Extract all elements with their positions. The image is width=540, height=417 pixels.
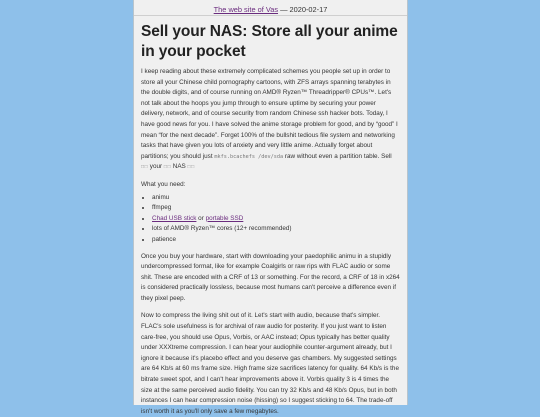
page-column <box>133 0 408 415</box>
download-paragraph: Once you buy your hardware, start with downloading your paedophilic animu in a stupidly undercompressed format, like for example Coalgirls or raw rips with FLAC audio or some shit. These are encoded with a CRF of 13 or something. For the record, a CRF of 18 in x264 is considered practically lossless, because most humans can't perceive a difference even if they pixel peep. <box>141 252 400 302</box>
list-item: • animu <box>152 193 400 204</box>
intro-text-d: NAS <box>170 163 188 171</box>
intro-paragraph <box>141 67 400 173</box>
emoji-placeholder-1: □□ <box>141 164 149 171</box>
or-text: or <box>196 214 206 222</box>
emoji-placeholder-3: □□ <box>187 164 195 171</box>
site-header <box>134 0 407 15</box>
post-date: 2020-02-17 <box>289 5 328 14</box>
needs-list <box>141 193 400 246</box>
emoji-placeholder-2: □□ <box>163 164 171 171</box>
intro-text-a: I keep reading about these extremely complicated schemes you people set up in order to store all your Chinese child pornography cartoons, with ZFS arrays spanning terabytes in the double digits, and of course running on AMD® Ryzen™ Threadripper® CPUs™. Let's not talk about the hoops you jump through to ensure uptime by securing your power delivery, network, and of course security from random Chinese ssh hacker bots. Today, I have good news for you. I have solved the anime storage problem for good, and by “good” I mean “for the next decade”. Forget 100% of the bullshit tedious file system and networking tasks that have given you lots of anxiety and very little anime. Actually forget about partitions; you should just <box>141 68 398 160</box>
audio-paragraph: Now to compress the living shit out of it. Let's start with audio, because that's simpler. FLAC's sole usefulness is for archival of raw audio for posterity. If you just want to listen care-free, you should use Opus, Vorbis, or AAC instead; Opus typically has better quality under XXXtreme compression. I can hear your audiophile counter-argument already, but I ignore it because it's placebo effect and you deserve gas chambers. My suggested settings are 64 Kb/s at 60 ms frame size. High frame size sacrifices latency for quality. 64 Kb/s is the bitrate sweet spot, and I can't hear improvements above it. Vorbis quality 3 is 4 times the size at the same perceived audio fidelity. You can try 32 Kb/s and 48 Kb/s Opus, but in both instances I can hear compression noise (hissing) so I suggest sticking to 64. The trade-off isn't worth it as you'll only save a few megabytes. <box>141 312 399 415</box>
article <box>134 22 407 417</box>
list-item: • lots of AMD® Ryzen™ cores (12+ recommended) <box>152 224 400 235</box>
list-item: • ffmpeg <box>152 203 400 214</box>
needs-label: What you need: <box>141 180 186 188</box>
usb-stick-link[interactable]: Chad USB stick <box>152 214 197 222</box>
intro-text-b: raw without even a partition table. Sell <box>283 152 392 160</box>
article-title: Sell your NAS: Store all your anime in your pocket <box>141 23 398 60</box>
mkfs-command: mkfs.bcachefs /dev/sda <box>214 153 284 160</box>
header-separator: — <box>278 5 290 14</box>
site-home-link[interactable]: The web site of Vas <box>213 5 279 14</box>
list-item: • patience <box>152 235 400 246</box>
list-item <box>152 214 400 225</box>
portable-ssd-link[interactable]: portable SSD <box>205 214 244 222</box>
intro-text-c: your <box>148 163 164 171</box>
header-divider <box>134 15 407 16</box>
